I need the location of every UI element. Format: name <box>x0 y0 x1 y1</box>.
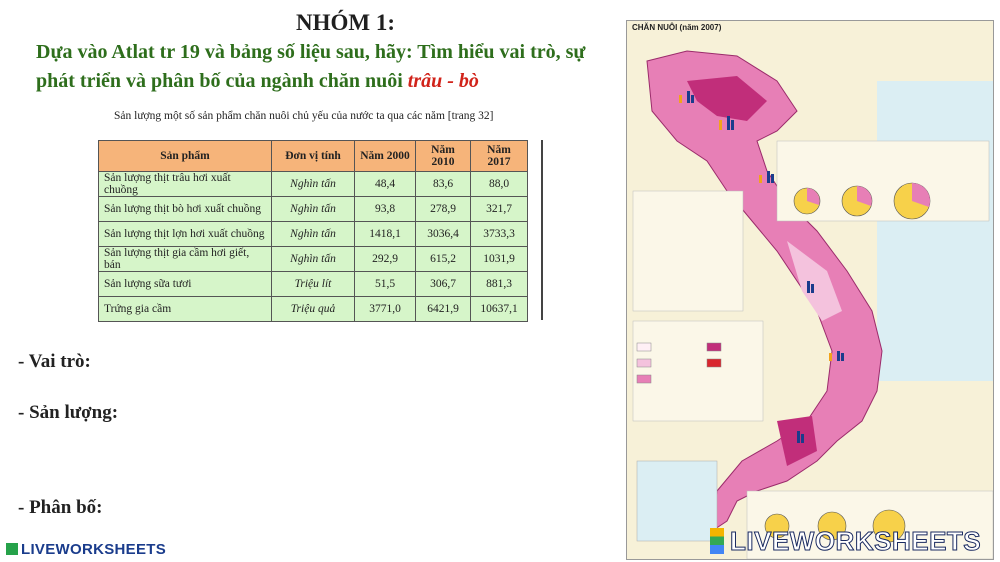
unit-cell: Nghìn tấn <box>272 222 355 247</box>
logo-text: LIVEWORKSHEETS <box>21 541 167 558</box>
table-row <box>99 197 528 222</box>
value-cell: 321,7 <box>471 197 528 222</box>
value-cell: 51,5 <box>355 272 416 297</box>
product-cell: Sản lượng thịt lợn hơi xuất chuồng <box>99 222 272 247</box>
value-cell: 83,6 <box>416 172 471 197</box>
unit-cell: Triệu lít <box>272 272 355 297</box>
table-row <box>99 247 528 272</box>
value-cell: 1031,9 <box>471 247 528 272</box>
liveworksheets-icon <box>710 528 724 554</box>
product-cell: Sản lượng thịt bò hơi xuất chuồng <box>99 197 272 222</box>
sea-area <box>877 81 993 381</box>
livestock-atlas-map <box>626 20 994 560</box>
table-header-row <box>99 141 528 172</box>
legend-swatch <box>637 359 651 367</box>
value-cell: 3733,3 <box>471 222 528 247</box>
value-cell: 292,9 <box>355 247 416 272</box>
legend-box-middle <box>633 321 763 421</box>
unit-cell: Triệu quả <box>272 297 355 322</box>
table-caption: Sản lượng một số sản phẩm chăn nuôi chủ yếu của nước ta qua các năm [trang 32] <box>114 110 494 122</box>
value-cell: 881,3 <box>471 272 528 297</box>
liveworksheets-logo-left[interactable] <box>6 541 166 558</box>
unit-cell: Nghìn tấn <box>272 247 355 272</box>
task-instruction <box>36 38 622 96</box>
table-row <box>99 172 528 197</box>
group-title: NHÓM 1: <box>296 10 396 35</box>
value-cell: 306,7 <box>416 272 471 297</box>
value-cell: 278,9 <box>416 197 471 222</box>
legend-box-top <box>633 191 743 311</box>
product-cell: Sản lượng thịt gia cầm hơi giết, bán <box>99 247 272 272</box>
value-cell: 6421,9 <box>416 297 471 322</box>
liveworksheets-logo-right[interactable] <box>710 526 981 557</box>
task-text: Dựa vào Atlat tr 19 và bảng số liệu sau, hãy: Tìm hiểu vai trò, sự phát triển và phân bố của ngành chăn nuôi <box>36 41 586 92</box>
question-output: - Sản lượng: <box>18 402 119 423</box>
question-role: - Vai trò: <box>18 351 91 372</box>
task-highlight: trâu - bò <box>407 70 479 92</box>
column-header: Năm 2000 <box>355 141 416 172</box>
column-header: Năm 2010 <box>416 141 471 172</box>
value-cell: 3036,4 <box>416 222 471 247</box>
table-row <box>99 297 528 322</box>
value-cell: 88,0 <box>471 172 528 197</box>
legend-swatch <box>637 343 651 351</box>
value-cell: 1418,1 <box>355 222 416 247</box>
column-header: Năm 2017 <box>471 141 528 172</box>
liveworksheets-icon <box>6 543 18 555</box>
legend-swatch <box>707 359 721 367</box>
column-header: Đơn vị tính <box>272 141 355 172</box>
vietnam-map-graphic <box>627 21 993 559</box>
product-cell: Sản lượng thịt trâu hơi xuất chuồng <box>99 172 272 197</box>
table-row <box>99 272 528 297</box>
table-row <box>99 222 528 247</box>
value-cell: 3771,0 <box>355 297 416 322</box>
map-title: CHĂN NUÔI (năm 2007) <box>632 23 722 32</box>
product-cell: Trứng gia cầm <box>99 297 272 322</box>
inset-map <box>637 461 717 541</box>
value-cell: 48,4 <box>355 172 416 197</box>
product-cell: Sản lượng sữa tươi <box>99 272 272 297</box>
value-cell: 10637,1 <box>471 297 528 322</box>
value-cell: 93,8 <box>355 197 416 222</box>
livestock-output-table <box>98 140 528 322</box>
table-edge-line <box>541 140 543 320</box>
column-header: Sản phẩm <box>99 141 272 172</box>
logo-text: LIVEWORKSHEETS <box>730 526 982 556</box>
question-distribution: - Phân bố: <box>18 497 103 518</box>
legend-swatch <box>707 343 721 351</box>
unit-cell: Nghìn tấn <box>272 197 355 222</box>
unit-cell: Nghìn tấn <box>272 172 355 197</box>
value-cell: 615,2 <box>416 247 471 272</box>
legend-swatch <box>637 375 651 383</box>
